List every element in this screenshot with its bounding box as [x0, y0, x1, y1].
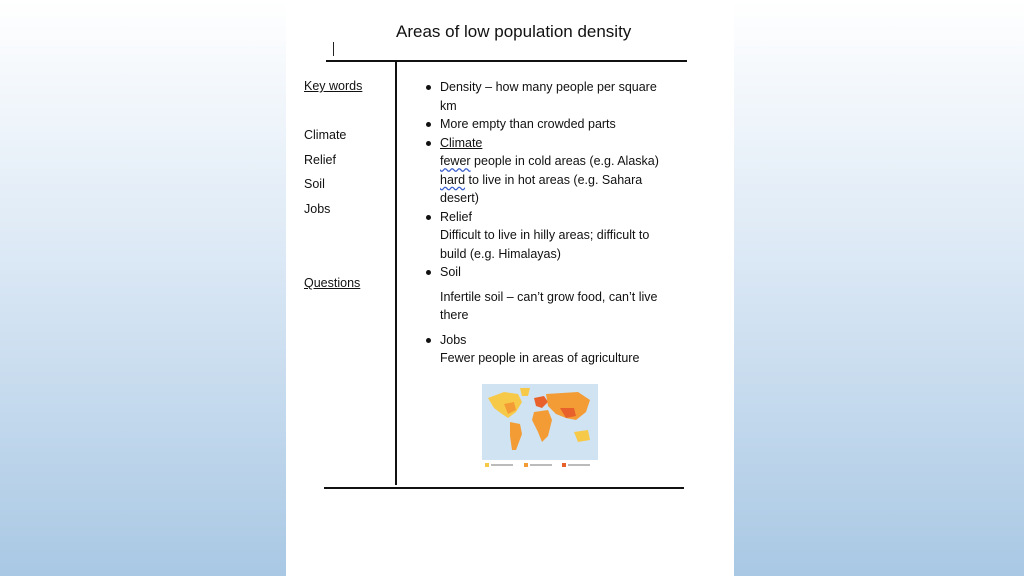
- column-divider: [395, 62, 397, 485]
- bullet-line-rest: people in cold areas (e.g. Alaska): [470, 154, 659, 168]
- bullet-heading: Soil: [440, 265, 461, 279]
- key-word-soil: Soil: [304, 177, 325, 191]
- bullet-icon: [426, 215, 431, 220]
- bullet-line: [440, 152, 684, 171]
- bullet-line: Infertile soil – can’t grow food, can’t live: [440, 289, 658, 304]
- key-word-relief: Relief: [304, 153, 336, 167]
- bullet-heading: Density – how many people per square: [440, 80, 657, 94]
- key-words-heading: Key words: [304, 79, 363, 93]
- top-rule: [326, 60, 687, 62]
- legend-text-mid: [530, 464, 552, 466]
- legend-text-low: [491, 464, 513, 466]
- bullet-line: build (e.g. Himalayas): [440, 246, 561, 261]
- list-item: [424, 78, 684, 115]
- list-item: [424, 288, 684, 325]
- bullet-line: desert): [440, 191, 479, 205]
- legend-swatch-high: [562, 463, 566, 467]
- bullet-icon: [426, 85, 431, 90]
- list-item: [424, 331, 684, 368]
- bullet-heading: More empty than crowded parts: [440, 117, 616, 131]
- legend-text-high: [568, 464, 590, 466]
- bullet-line: km: [440, 98, 457, 113]
- bullet-line-rest: to live in hot areas (e.g. Sahara: [465, 172, 643, 187]
- legend-swatch-low: [485, 463, 489, 467]
- bullet-line: Difficult to live in hilly areas; difficult to: [440, 228, 650, 242]
- bullet-line: Fewer people in areas of agriculture: [440, 351, 640, 365]
- bullet-icon: [426, 338, 431, 343]
- key-word-climate: Climate: [304, 128, 347, 142]
- questions-heading: Questions: [304, 276, 361, 290]
- bottom-rule: [324, 487, 684, 489]
- bullet-line-first-word: hard: [440, 172, 466, 187]
- bullet-icon: [426, 270, 431, 275]
- bullet-heading: Climate: [440, 135, 483, 150]
- text-cursor: [333, 42, 334, 56]
- page-title: Areas of low population density: [396, 22, 632, 41]
- notes-list: [424, 78, 684, 368]
- bullet-line: there: [440, 308, 469, 322]
- list-item: [424, 263, 684, 282]
- bullet-line-first-word: fewer: [440, 154, 471, 168]
- list-item: [424, 134, 684, 208]
- list-item: [424, 115, 684, 134]
- bullet-line: [440, 171, 684, 190]
- bullet-heading: Jobs: [440, 332, 467, 347]
- bullet-heading: Relief: [440, 209, 472, 224]
- bullet-icon: [426, 141, 431, 146]
- document-page: [286, 0, 734, 576]
- key-word-jobs: Jobs: [304, 202, 331, 216]
- legend-swatch-mid: [524, 463, 528, 467]
- bullet-icon: [426, 122, 431, 127]
- list-item: [424, 208, 684, 264]
- world-population-map-image: [482, 384, 598, 470]
